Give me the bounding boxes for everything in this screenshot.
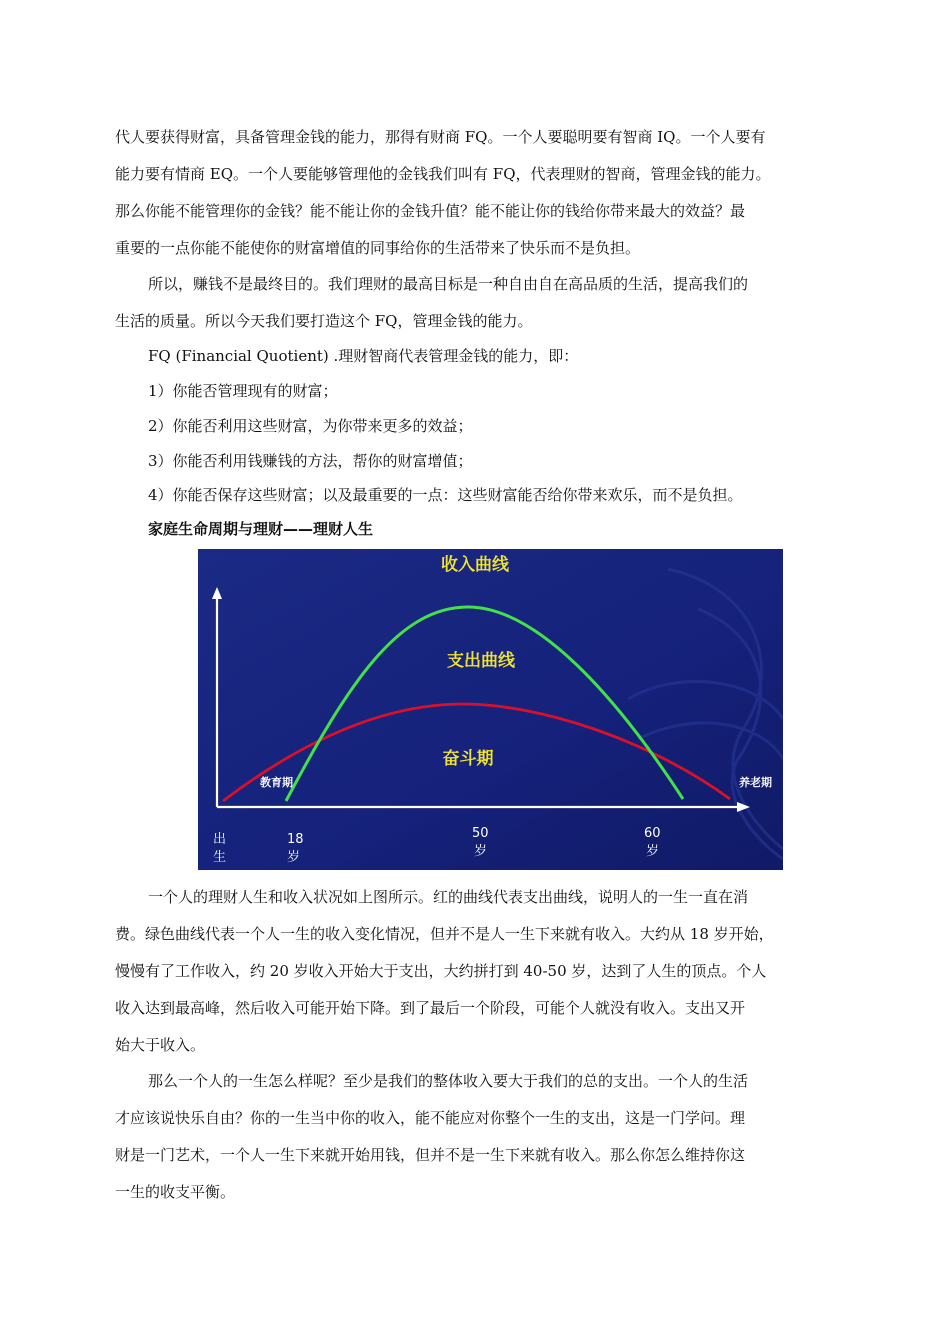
tick-50-2: 岁 (474, 844, 488, 859)
text-line: 一生的收支平衡。 (115, 1183, 236, 1201)
expense-label: 支出曲线 (447, 651, 515, 671)
tick-60-1: 60 (644, 826, 661, 841)
paragraph-balance (115, 1063, 835, 1211)
tick-18-2: 岁 (287, 850, 301, 865)
tick-birth-2: 生 (213, 850, 227, 865)
life-cycle-diagram (198, 549, 783, 870)
paragraph-goal (115, 266, 835, 340)
text-line: 始大于收入。 (115, 1036, 206, 1054)
education-label: 教育期 (260, 776, 293, 789)
tick-50-1: 50 (472, 826, 489, 841)
struggle-label: 奋斗期 (442, 749, 494, 769)
text-line: 重要的一点你能不能使你的财富增值的同事给你的生活带来了快乐而不是负担。 (115, 239, 641, 257)
text-line: 那么一个人的一生怎么样呢？至少是我们的整体收入要大于我们的总的支出。一个人的生活 (148, 1072, 749, 1090)
text-line: 能力要有情商 EQ。一个人要能够管理他的金钱我们叫有 FQ，代表理财的智商，管理金钱的能力。 (115, 165, 771, 183)
text-line: 所以，赚钱不是最终目的。我们理财的最高目标是一种自由自在高品质的生活，提高我们的 (148, 275, 749, 293)
paragraph-fq-intro (115, 119, 835, 267)
tick-18-1: 18 (287, 832, 304, 847)
fq-definition: FQ (Financial Quotient) .理财智商代表管理金钱的能力，即： (148, 347, 579, 365)
text-line: 才应该说快乐自由？你的一生当中你的收入，能不能应对你整个一生的支出，这是一门学问。理 (115, 1109, 746, 1127)
text-line: 代人要获得财富，具备管理金钱的能力，那得有财商 FQ。一个人要聪明要有智商 IQ。一个人要有 (115, 128, 766, 146)
tick-birth-1: 出 (213, 832, 227, 847)
retire-label: 养老期 (739, 776, 772, 789)
diagram-background (198, 549, 783, 870)
text-line: 收入达到最高峰，然后收入可能开始下降。到了最后一个阶段，可能个人就没有收入。支出又开 (115, 999, 746, 1017)
tick-60-2: 岁 (646, 844, 660, 859)
text-line: 财是一门艺术，一个人一生下来就开始用钱，但并不是一生下来就有收入。那么你怎么维持你这 (115, 1146, 746, 1164)
text-line: 生活的质量。所以今天我们要打造这个 FQ，管理金钱的能力。 (115, 312, 533, 330)
list-item: 3）你能否利用钱赚钱的方法，帮你的财富增值； (148, 452, 473, 470)
section-heading: 家庭生命周期与理财——理财人生 (148, 520, 374, 538)
text-line: 一个人的理财人生和收入状况如上图所示。红的曲线代表支出曲线，说明人的一生一直在消 (148, 888, 749, 906)
text-line: 那么你能不能管理你的金钱？能不能让你的金钱升值？能不能让你的钱给你带来最大的效益？最 (115, 202, 746, 220)
paragraph-figure-explanation (115, 879, 835, 1064)
list-item: 1）你能否管理现有的财富； (148, 382, 338, 400)
list-item: 2）你能否利用这些财富，为你带来更多的效益； (148, 417, 473, 435)
life-cycle-figure (198, 549, 783, 870)
text-line: 慢慢有了工作收入，约 20 岁收入开始大于支出，大约拼打到 40-50 岁，达到了人生的顶点。个人 (115, 962, 767, 980)
list-item: 4）你能否保存这些财富；以及最重要的一点：这些财富能否给你带来欢乐，而不是负担。 (148, 486, 743, 504)
text-line: 费。绿色曲线代表一个人一生的收入变化情况，但并不是人一生下来就有收入。大约从 18 岁开始， (115, 925, 774, 943)
figure-title: 收入曲线 (441, 555, 509, 575)
